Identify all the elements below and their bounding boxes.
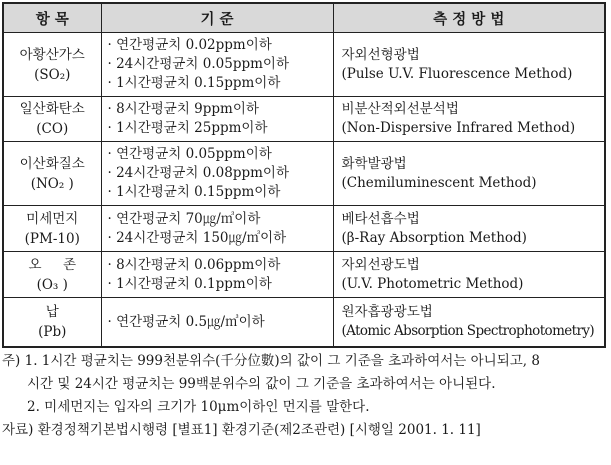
method-korean: 원자흡광광도법 [341,304,433,321]
pollutant-cell [3,33,101,97]
method-korean: 자외선형광법 [341,46,420,63]
air-quality-standards-table [2,2,606,348]
standard-line: · 8시간평균치 0.06ppm이하 [107,256,281,273]
method-english: (Non-Dispersive Infrared Method) [341,120,576,137]
method-cell [333,97,605,142]
table-row [3,298,605,347]
pollutant-name: 납 [45,304,59,321]
pollutant-cell [3,97,101,142]
standard-line: · 24시간평균치 0.08ppm이하 [107,165,289,182]
standard-line: · 1시간평균치 0.1ppm이하 [107,275,272,292]
pollutant-cell [3,252,101,298]
pollutant-cell [3,298,101,347]
note-1-line-1: 주) 1. 1시간 평균치는 999천분위수(千分位數)의 값이 그 기준을 초과하여서는 아니되고, 8 [2,353,540,369]
method-korean: 베타선흡수법 [341,210,420,227]
pollutant-formula: (Pb) [38,324,67,341]
pollutant-name: 미세먼지 [26,210,79,227]
method-cell [333,298,605,347]
pollutant-cell [3,142,101,206]
method-english: (β-Ray Absorption Method) [341,229,527,246]
table-row [3,97,605,142]
standard-cell [101,97,333,142]
method-cell [333,252,605,298]
pollutant-name: 아황산가스 [19,46,85,63]
method-korean: 비분산적외선분석법 [341,101,459,118]
standard-line: · 24시간평균치 150㎍/㎥이하 [107,229,287,246]
table-row [3,206,605,252]
standard-line: · 연간평균치 70㎍/㎥이하 [107,210,261,227]
pollutant-formula: (NO₂ ) [30,175,74,192]
method-english: (Pulse U.V. Fluorescence Method) [341,65,573,82]
pollutant-formula: (O₃ ) [36,276,68,293]
pollutant-formula: (PM-10) [24,230,80,247]
standard-cell [101,206,333,252]
method-cell [333,206,605,252]
table-row [3,252,605,298]
header-standard: 기 준 [101,3,333,33]
method-korean: 자외선광도법 [341,256,420,273]
standard-cell [101,252,333,298]
method-cell [333,33,605,97]
standard-cell [101,33,333,97]
standard-line: · 1시간평균치 0.15ppm이하 [107,75,281,92]
source-note: 자료) 환경정책기본법시행령 [별표1] 환경기준(제2조관련) [시행일 2001. 1. 11] [2,422,481,438]
standard-line: · 8시간평균치 9ppm이하 [107,101,259,118]
method-english: (U.V. Photometric Method) [341,275,524,292]
pollutant-name: 오 존 [28,256,77,273]
note-2: 2. 미세먼지는 입자의 크기가 10μm이하인 먼지를 말한다. [27,399,370,415]
standard-line: · 연간평균치 0.5㎍/㎥이하 [107,313,265,330]
pollutant-name: 일산화탄소 [19,101,85,118]
pollutant-cell [3,206,101,252]
method-english: (Chemiluminescent Method) [341,174,537,191]
pollutant-formula: (CO) [36,121,69,138]
standard-line: · 연간평균치 0.05ppm이하 [107,146,272,163]
pollutant-name: 이산화질소 [19,155,85,172]
table-row [3,142,605,206]
method-cell [333,142,605,206]
standard-cell [101,142,333,206]
pollutant-formula: (SO₂) [34,66,71,83]
note-1-line-2: 시간 및 24시간 평균치는 99백분위수의 값이 그 기준을 초과하여서는 아니된다. [27,376,496,392]
table-header-row [3,3,605,33]
footnotes [2,350,608,442]
standard-line: · 1시간평균치 0.15ppm이하 [107,184,281,201]
standard-line: · 연간평균치 0.02ppm이하 [107,37,272,54]
header-item: 항 목 [3,3,101,33]
standard-cell [101,298,333,347]
standard-line: · 1시간평균치 25ppm이하 [107,120,268,137]
header-method: 측 정 방 법 [333,3,605,33]
method-korean: 화학발광법 [341,155,407,172]
table-row [3,33,605,97]
method-english: (Atomic Absorption Spectrophotometry) [341,323,595,340]
standard-line: · 24시간평균치 0.05ppm이하 [107,56,289,73]
